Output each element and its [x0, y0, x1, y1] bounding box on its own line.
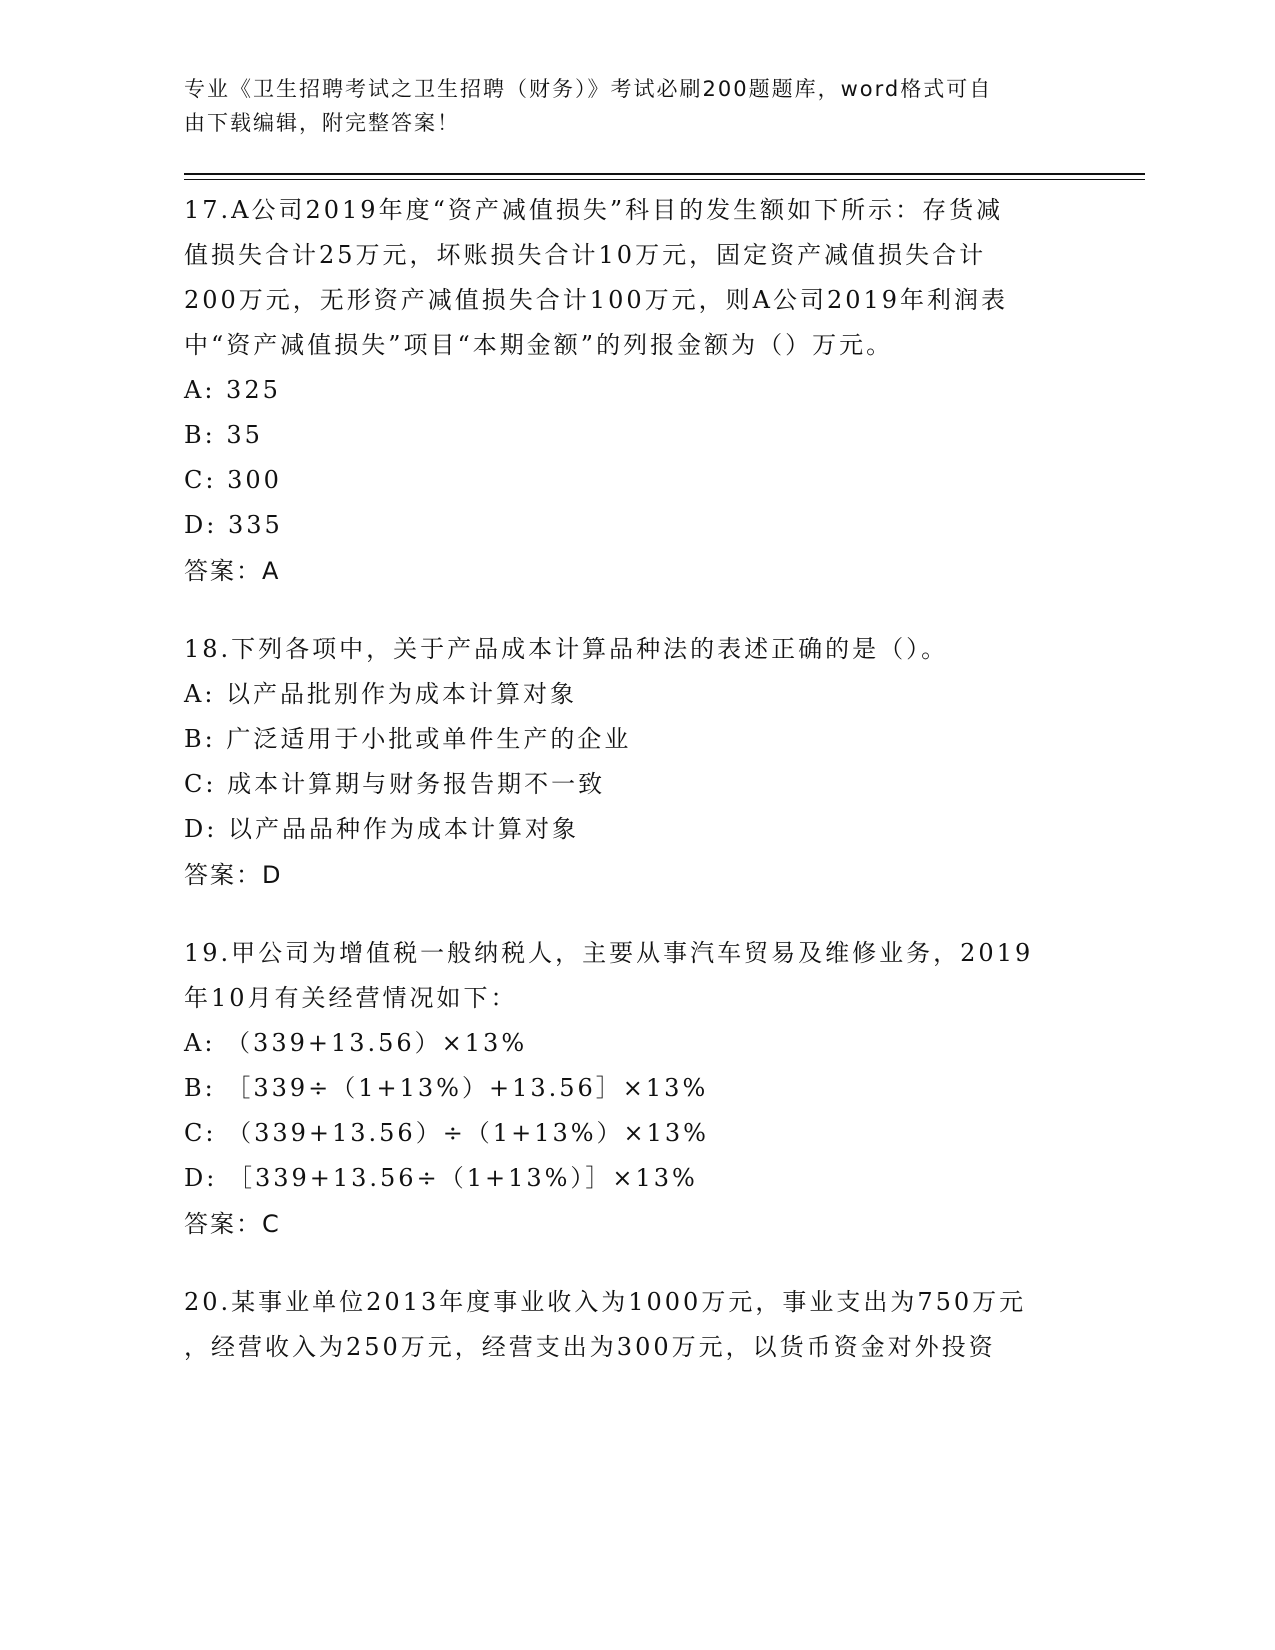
option-d: D: 以产品品种作为成本计算对象	[184, 815, 579, 843]
option-d: D: 335	[184, 511, 283, 539]
question-stem: 17.A公司2019年度“资产减值损失”科目的发生额如下所示：存货减	[184, 196, 1004, 224]
option-c: C: （339+13.56）÷（1+13%）×13%	[184, 1119, 709, 1147]
answer: 答案：D	[184, 861, 283, 889]
question-stem: ，经营收入为250万元，经营支出为300万元，以货币资金对外投资	[184, 1333, 996, 1361]
header-line-2: 由下载编辑，附完整答案！	[184, 111, 460, 135]
question-stem: 200万元，无形资产减值损失合计100万元，则A公司2019年利润表	[184, 286, 1009, 314]
header-rule-thick	[184, 173, 1145, 175]
option-b: B: 广泛适用于小批或单件生产的企业	[184, 725, 632, 753]
question-stem: 年10月有关经营情况如下：	[184, 984, 518, 1012]
question-18	[184, 627, 1084, 898]
page-header	[184, 72, 1064, 140]
question-17	[184, 188, 1084, 594]
option-a: A: 以产品批别作为成本计算对象	[184, 680, 578, 708]
question-stem: 18.下列各项中，关于产品成本计算品种法的表述正确的是（）。	[184, 635, 949, 663]
answer: 答案：A	[184, 557, 281, 585]
question-stem: 值损失合计25万元，坏账损失合计10万元，固定资产减值损失合计	[184, 241, 987, 269]
option-b: B: ［339÷（1+13%）+13.56］×13%	[184, 1074, 709, 1102]
answer: 答案：C	[184, 1210, 281, 1238]
question-19	[184, 931, 1084, 1247]
option-a: A: （339+13.56）×13%	[184, 1029, 528, 1057]
question-stem: 20.某事业单位2013年度事业收入为1000万元，事业支出为750万元	[184, 1288, 1027, 1316]
question-stem: 19.甲公司为增值税一般纳税人，主要从事汽车贸易及维修业务，2019	[184, 939, 1034, 967]
option-c: C: 300	[184, 466, 282, 494]
question-20	[184, 1280, 1084, 1370]
header-line-1: 专业《卫生招聘考试之卫生招聘（财务）》考试必刷200题题库，word格式可自	[184, 77, 993, 101]
question-list	[184, 188, 1084, 1403]
option-a: A: 325	[184, 376, 281, 404]
question-stem: 中“资产减值损失”项目“本期金额”的列报金额为（）万元。	[184, 331, 894, 359]
option-d: D: ［339+13.56÷（1+13%）］×13%	[184, 1164, 698, 1192]
option-b: B: 35	[184, 421, 263, 449]
option-c: C: 成本计算期与财务报告期不一致	[184, 770, 606, 798]
header-rule-thin	[184, 179, 1145, 180]
